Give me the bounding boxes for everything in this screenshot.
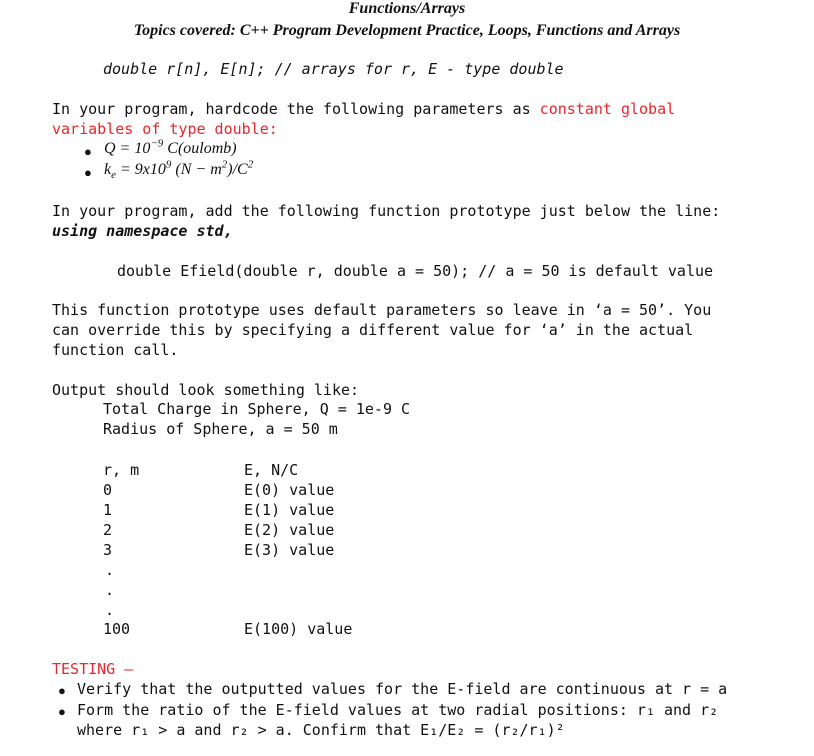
param-k-unit-exp: 2 <box>221 158 228 171</box>
ellipsis-dot: . <box>105 561 115 579</box>
param-k-left: k <box>104 161 112 178</box>
table-row-e: E(3) value <box>244 541 335 559</box>
param-q-unit: C(oulomb) <box>163 140 237 157</box>
testing-item-2-line2: where r₁ > a and r₂ > a. Confirm that E₁/E₂ = (r₂/r₁)² <box>77 721 565 739</box>
ellipsis-dot: . <box>105 601 115 619</box>
output-radius-line: Radius of Sphere, a = 50 m <box>103 420 338 438</box>
param-k-unit-exp2: 2 <box>247 158 254 171</box>
param-k-exp: 9 <box>165 158 172 171</box>
default-note-line1: This function prototype uses default parameters so leave in ‘a = 50’. You <box>52 301 712 319</box>
bullet-icon: ● <box>84 165 92 180</box>
arrays-code-line: double r[n], E[n]; // arrays for r, E - type double <box>103 60 564 78</box>
bullet-icon: ● <box>58 683 66 698</box>
params-intro-text: In your program, hardcode the following parameters as <box>52 100 540 118</box>
param-k-sub: e <box>111 169 116 182</box>
params-intro-red: constant global <box>539 100 676 118</box>
page-title: Functions/Arrays <box>348 0 466 17</box>
param-k-unit-a: (N − m <box>171 161 222 178</box>
table-row-e: E(2) value <box>244 521 335 539</box>
bullet-icon: ● <box>58 704 66 719</box>
column-header-e: E, N/C <box>244 461 299 479</box>
param-ke <box>104 158 254 182</box>
prototype-intro: In your program, add the following function prototype just below the line: <box>52 202 721 220</box>
params-intro-red-line2: variables of type double: <box>52 120 278 138</box>
default-note-line2: can override this by specifying a different value for ‘a’ in the actual <box>52 321 694 339</box>
param-k-unit-b: )/C <box>227 161 248 178</box>
table-row-e: E(1) value <box>244 501 335 519</box>
table-row-r-last: 100 <box>103 620 131 638</box>
table-row-r: 3 <box>103 541 113 559</box>
testing-heading: TESTING – <box>52 660 134 678</box>
default-note-line3: function call. <box>52 341 179 359</box>
param-q <box>104 137 237 158</box>
bullet-icon: ● <box>84 144 92 159</box>
column-header-r: r, m <box>103 461 140 479</box>
ellipsis-dot: . <box>105 581 115 599</box>
param-q-exp: −9 <box>150 137 164 150</box>
output-intro: Output should look something like: <box>52 381 360 399</box>
table-row-r: 2 <box>103 521 113 539</box>
table-row-r: 1 <box>103 501 113 519</box>
param-k-mid: = 9x10 <box>116 161 166 178</box>
param-q-left: Q = 10 <box>104 140 151 157</box>
output-charge-line: Total Charge in Sphere, Q = 1e-9 C <box>103 400 411 418</box>
table-row-e-last: E(100) value <box>244 620 353 638</box>
testing-item-2-line1: Form the ratio of the E-field values at two radial positions: r₁ and r₂ <box>77 701 719 719</box>
params-intro <box>52 100 675 118</box>
testing-item-1: Verify that the outputted values for the E-field are continuous at r = a <box>77 680 728 698</box>
table-row-r: 0 <box>103 481 113 499</box>
table-row-e: E(0) value <box>244 481 335 499</box>
prototype-code: double Efield(double r, double a = 50); // a = 50 is default value <box>117 262 714 280</box>
using-namespace-line: using namespace std, <box>52 222 233 240</box>
page-subtitle: Topics covered: C++ Program Development Practice, Loops, Functions and Arrays <box>133 22 681 39</box>
